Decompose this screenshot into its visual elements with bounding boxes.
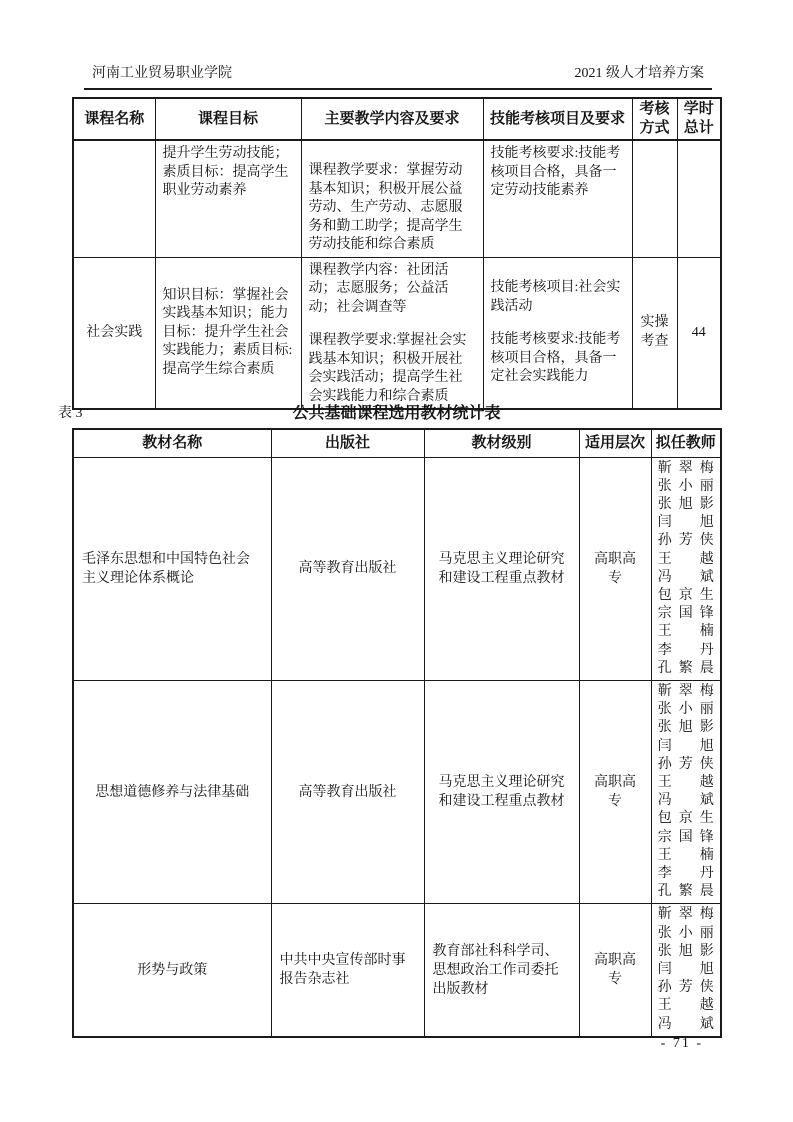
total-hours-header: 学时总计: [677, 98, 721, 140]
assigned-teachers-cell: [651, 457, 721, 680]
teacher-name: 李丹: [657, 642, 714, 658]
teacher-name: 王越: [657, 774, 714, 790]
teacher-name: 张小丽: [657, 925, 714, 941]
teacher-name: 包京生: [657, 811, 714, 827]
textbook-level-header: 教材级别: [424, 429, 579, 457]
teacher-name: 包京生: [657, 587, 714, 603]
teaching-content-header: 主要教学内容及要求: [301, 98, 483, 140]
textbook-level-cell: 马克思主义理论研究和建设工程重点教材: [424, 680, 579, 903]
teacher-name: 张旭影: [657, 720, 714, 736]
course-table-header-row: [73, 98, 721, 140]
teacher-name: 王楠: [657, 624, 714, 640]
teacher-name: 闫旭: [657, 515, 714, 531]
textbook-name-cell: 思想道德修养与法律基础: [73, 680, 271, 903]
teacher-name: 靳翠梅: [657, 907, 714, 923]
applicable-level-cell: 高职高专: [579, 680, 651, 903]
teacher-name: 张小丽: [657, 702, 714, 718]
skill-assessment-header: 技能考核项目及要求: [483, 98, 632, 140]
assigned-teachers-cell: [651, 904, 721, 1037]
publisher-cell: 中共中央宣传部时事报告杂志社: [271, 904, 424, 1037]
textbook-name-cell: 形势与政策: [73, 904, 271, 1037]
teacher-name: 闫旭: [657, 961, 714, 977]
assessment-method-header: 考核方式: [632, 98, 677, 140]
header-school-name: 河南工业贸易职业学院: [92, 66, 232, 81]
teacher-name: 王越: [657, 551, 714, 567]
teacher-name: 张旭影: [657, 943, 714, 959]
teaching-content-paragraph: 课程教学内容：社团活动；志愿服务；公益活动；社会调查等: [308, 262, 449, 315]
publisher-cell: 高等教育出版社: [271, 457, 424, 680]
page-footer: [661, 1036, 703, 1052]
course-goal-cell: 提升学生劳动技能；素质目标：提高学生职业劳动素养: [155, 140, 301, 257]
assigned-teachers-header: 拟任教师: [651, 429, 721, 457]
assessment-method-cell: [632, 140, 677, 257]
paragraph-gap: [491, 316, 625, 331]
table3-caption: [0, 400, 793, 422]
teacher-name: 张旭影: [657, 496, 714, 512]
teacher-name: 李丹: [657, 865, 714, 881]
textbook-table-header-row: [73, 429, 721, 457]
applicable-level-cell: 高职高专: [579, 904, 651, 1037]
teaching-content-cell: 课程教学要求：掌握劳动基本知识；积极开展公益劳动、生产劳动、志愿服务和勤工助学；提高学生劳动技能和综合素质: [301, 140, 483, 257]
teacher-name: 靳翠梅: [657, 460, 714, 476]
teacher-name: 闫旭: [657, 738, 714, 754]
textbook-row-situation-policy: [73, 904, 721, 1037]
teacher-name: 宗国锋: [657, 606, 714, 622]
teacher-name: 孙芳侠: [657, 980, 714, 996]
table3-title: 公共基础课程选用教材统计表: [292, 405, 501, 422]
teacher-name: 孙芳侠: [657, 756, 714, 772]
teacher-name: 孔繁晨: [657, 660, 714, 676]
teacher-name: 张小丽: [657, 478, 714, 494]
course-name-cell: [73, 140, 155, 257]
publisher-cell: 高等教育出版社: [271, 680, 424, 903]
skill-assessment-paragraph: 技能考核项目:社会实践活动: [490, 280, 621, 314]
table3-label: 表 3: [58, 406, 83, 421]
applicable-level-header: 适用层次: [579, 429, 651, 457]
textbook-statistics-table: [72, 428, 722, 1038]
teacher-name: 靳翠梅: [657, 683, 714, 699]
page-header: [84, 62, 712, 90]
assigned-teachers-cell: [651, 680, 721, 903]
teacher-name: 冯斌: [657, 569, 714, 585]
textbook-name-header: 教材名称: [73, 429, 271, 457]
teaching-content-paragraph: 课程教学要求:掌握社会实践基本知识；积极开展社会实践活动；提高学生社会实践能力和综合素质: [308, 333, 467, 404]
teacher-name: 冯斌: [657, 1016, 714, 1032]
skill-assessment-paragraph: 技能考核要求:技能考核项目合格，具备一定社会实践能力: [490, 332, 621, 384]
header-plan-title: 2021 级人才培养方案: [574, 66, 704, 81]
skill-assessment-cell: 技能考核要求:技能考核项目合格，具备一定劳动技能素养: [483, 140, 632, 257]
applicable-level-cell: 高职高专: [579, 457, 651, 680]
textbook-row-moral-law: [73, 680, 721, 903]
textbook-level-cell: 教育部社科科学司、思想政治工作司委托出版教材: [424, 904, 579, 1037]
textbook-name-cell: 毛泽东思想和中国特色社会主义理论体系概论: [73, 457, 271, 680]
course-goal-cell: 知识目标：掌握社会实践基本知识；能力目标：提升学生社会实践能力；素质目标:提高学生综合素质: [155, 257, 301, 409]
textbook-level-cell: 马克思主义理论研究和建设工程重点教材: [424, 457, 579, 680]
course-name-cell: 社会实践: [73, 257, 155, 409]
course-goal-header: 课程目标: [155, 98, 301, 140]
page-number: - 71 -: [660, 1036, 703, 1051]
paragraph-gap: [309, 317, 476, 332]
course-row-social-practice: [73, 257, 721, 409]
teacher-name: 宗国锋: [657, 829, 714, 845]
course-assessment-table: [72, 97, 722, 410]
textbook-row-mao-theory: [73, 457, 721, 680]
course-row-labor-continued: [73, 140, 721, 257]
assessment-method-cell: 实操考查: [632, 257, 677, 409]
course-name-header: 课程名称: [73, 98, 155, 140]
total-hours-cell: [677, 140, 721, 257]
skill-assessment-cell: [483, 257, 632, 409]
teacher-name: 冯斌: [657, 793, 714, 809]
total-hours-cell: 44: [677, 257, 721, 409]
teaching-content-cell: [301, 257, 483, 409]
teacher-name: 王越: [657, 998, 714, 1014]
teacher-name: 孔繁晨: [657, 884, 714, 900]
teacher-name: 孙芳侠: [657, 533, 714, 549]
publisher-header: 出版社: [271, 429, 424, 457]
teacher-name: 王楠: [657, 847, 714, 863]
